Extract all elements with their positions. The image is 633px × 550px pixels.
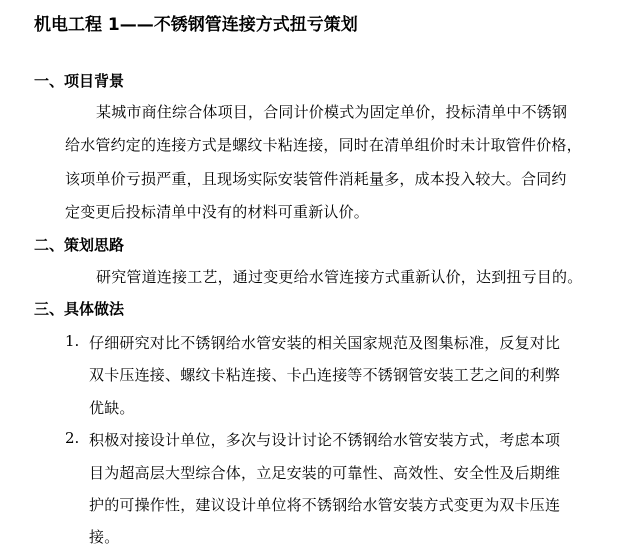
list-item-line: 仔细研究对比不锈钢给水管安装的相关国家规范及图集标准，反复对比	[89, 334, 561, 352]
list-item-line: 接。	[89, 528, 120, 546]
document-title: 机电工程 1——不锈钢管连接方式扭亏策划	[34, 15, 358, 35]
section-heading-approach: 二、策划思路	[34, 236, 125, 254]
paragraph-line: 研究管道连接工艺，通过变更给水管连接方式重新认价，达到扭亏目的。	[96, 268, 583, 286]
list-item-line: 优缺。	[89, 399, 135, 417]
paragraph-line: 该项单价亏损严重，且现场实际安装管件消耗量多，成本投入较大。合同约	[65, 170, 567, 188]
list-item-line: 积极对接设计单位，多次与设计讨论不锈钢给水管安装方式，考虑本项	[89, 431, 561, 449]
paragraph-line: 某城市商住综合体项目，合同计价模式为固定单价，投标清单中不锈钢	[96, 103, 568, 121]
list-item-line: 目为超高层大型综合体，立足安装的可靠性、高效性、安全性及后期维	[89, 464, 561, 482]
paragraph-line: 给水管约定的连接方式是螺纹卡粘连接，同时在清单组价时未计取管件价格，	[65, 136, 582, 154]
list-item-line: 护的可操作性，建议设计单位将不锈钢给水管安装方式变更为双卡压连	[89, 496, 561, 514]
paragraph-line: 定变更后投标清单中没有的材料可重新认价。	[65, 203, 370, 221]
section-heading-background: 一、项目背景	[34, 72, 125, 90]
list-item-number: 1.	[65, 332, 80, 350]
section-heading-method: 三、具体做法	[34, 300, 125, 318]
list-item-number: 2.	[65, 429, 80, 447]
list-item-line: 双卡压连接、螺纹卡粘连接、卡凸连接等不锈钢管安装工艺之间的利弊	[89, 366, 561, 384]
